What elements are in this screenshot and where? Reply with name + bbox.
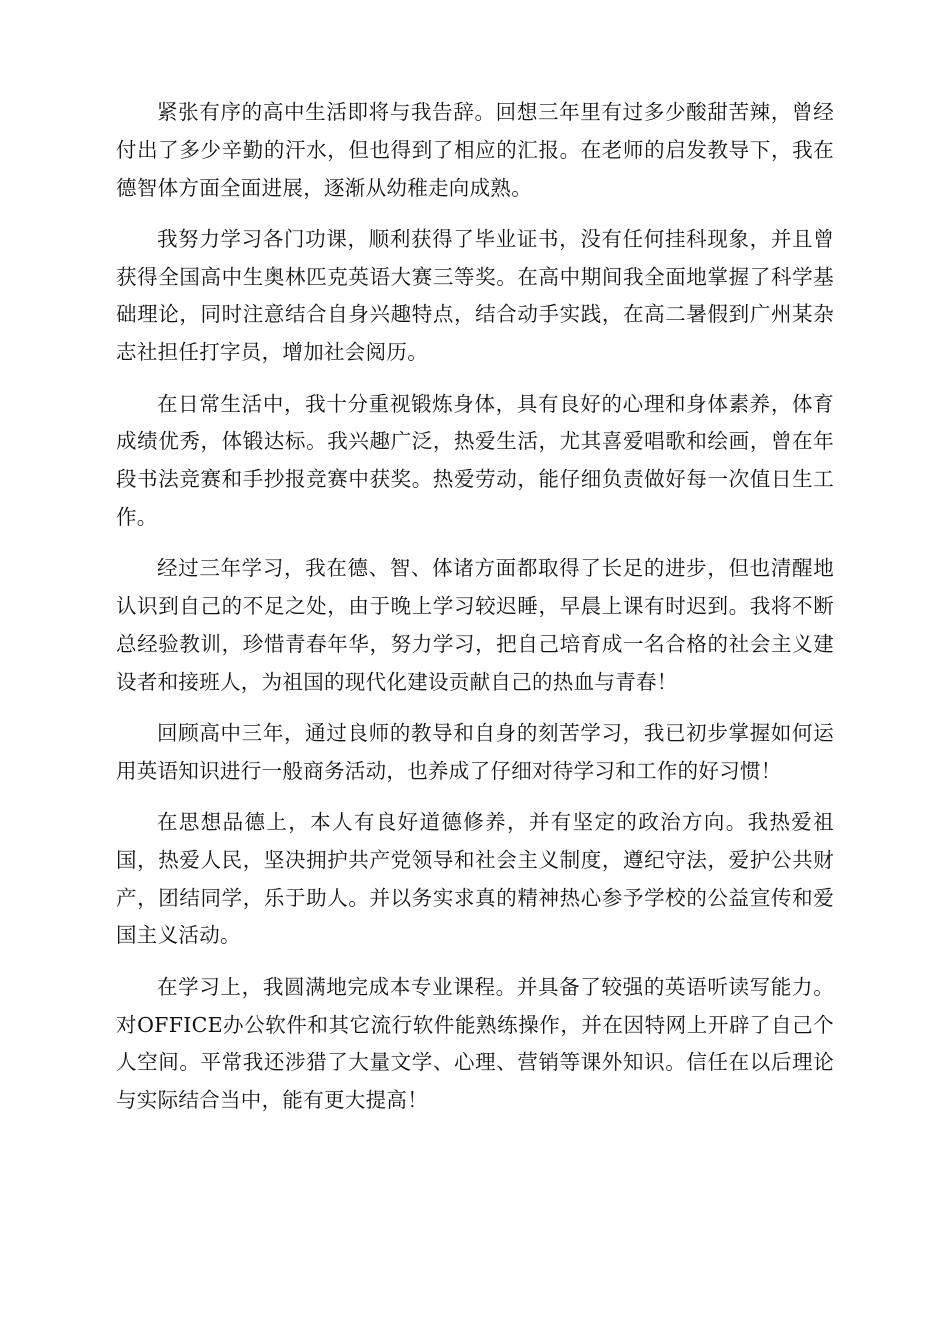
paragraph: 紧张有序的高中生活即将与我告辞。回想三年里有过多少酸甜苦辣，曾经付出了多少辛勤的汗水，但也得到了相应的汇报。在老师的启发教导下，我在德智体方面全面进展，逐渐从幼稚走向成熟。	[116, 100, 834, 200]
paragraph: 在思想品德上，本人有良好道德修养，并有坚定的政治方向。我热爱祖国，热爱人民，坚决拥护共产党领导和社会主义制度，遵纪守法，爱护公共财产，团结同学，乐于助人。并以务实求真的精神热心参予学校的公益宣传和爱国主义活动。	[116, 810, 834, 948]
document-body	[116, 94, 834, 1133]
paragraph: 在学习上，我圆满地完成本专业课程。并具备了较强的英语听读写能力。对OFFICE办公软件和其它流行软件能熟练操作，并在因特网上开辟了自己个人空间。平常我还涉猎了大量文学、心理、营销等课外知识。信任在以后理论与实际结合当中，能有更大提高！	[116, 974, 834, 1113]
paragraph: 经过三年学习，我在德、智、体诸方面都取得了长足的进步，但也清醒地认识到自己的不足之处，由于晚上学习较迟睡，早晨上课有时迟到。我将不断总经验教训，珍惜青春年华，努力学习，把自己培育成一名合格的社会主义建设者和接班人，为祖国的现代化建设贡献自己的热血与青春！	[116, 556, 834, 694]
paragraph: 回顾高中三年，通过良师的教导和自身的刻苦学习，我已初步掌握如何运用英语知识进行一般商务活动，也养成了仔细对待学习和工作的好习惯！	[116, 720, 834, 783]
paragraph: 在日常生活中，我十分重视锻炼身体，具有良好的心理和身体素养，体育成绩优秀，体锻达标。我兴趣广泛，热爱生活，尤其喜爱唱歌和绘画，曾在年段书法竞赛和手抄报竞赛中获奖。热爱劳动，能仔细负责做好每一次值日生工作。	[116, 391, 834, 529]
paragraph: 我努力学习各门功课，顺利获得了毕业证书，没有任何挂科现象，并且曾获得全国高中生奥林匹克英语大赛三等奖。在高中期间我全面地掌握了科学基础理论，同时注意结合自身兴趣特点，结合动手实践，在高二暑假到广州某杂志社担任打字员，增加社会阅历。	[116, 226, 834, 365]
